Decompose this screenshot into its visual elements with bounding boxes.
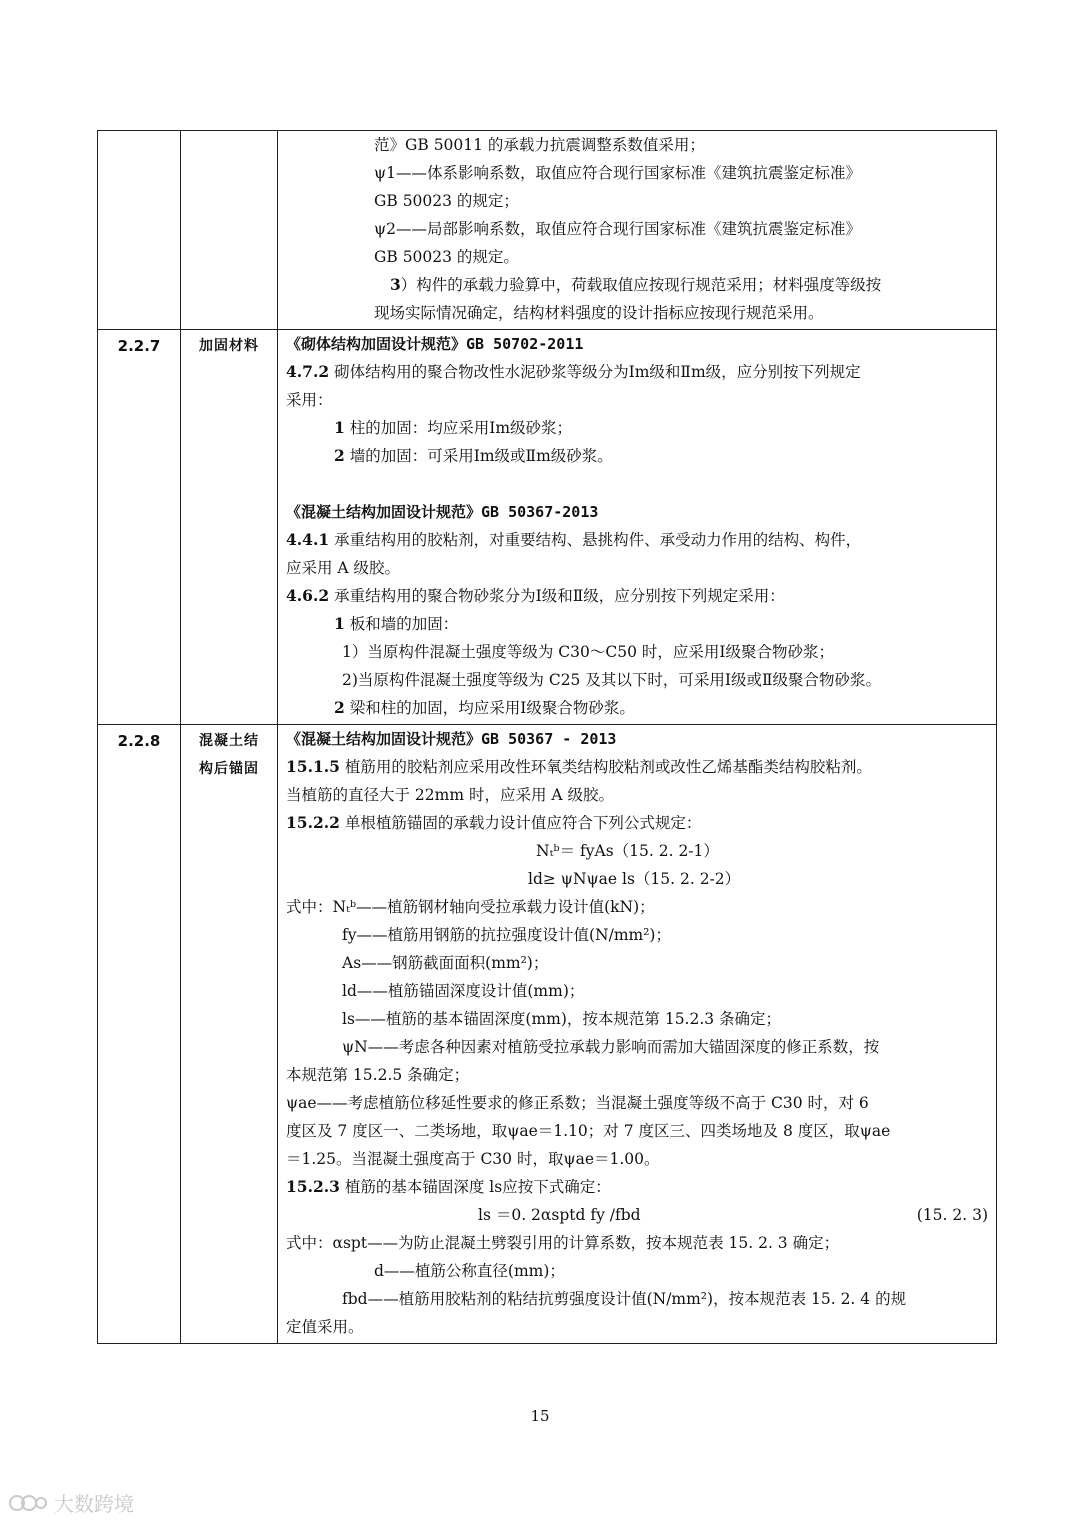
- clause-content: [278, 725, 997, 1344]
- watermark: [8, 1488, 134, 1517]
- content-line: 4.7.2 砌体结构用的聚合物改性水泥砂浆等级分为Ⅰm级和Ⅱm级，应分别按下列规定: [286, 362, 861, 381]
- content-line: ψN——考虑各种因素对植筋受拉承载力影响而需加大锚固深度的修正系数，按: [342, 1038, 880, 1056]
- content-line: fy——植筋用钢筋的抗拉强度设计值(N/mm²)；: [342, 926, 671, 944]
- standard-title: 《混凝土结构加固设计规范》GB 50367-2013: [286, 503, 599, 521]
- table-row: [98, 131, 997, 330]
- content-line: ls——植筋的基本锚固深度(mm)，按本规范第 15.2.3 条确定；: [342, 1010, 782, 1028]
- table-row: [98, 330, 997, 725]
- content-line: 4.6.2 承重结构用的聚合物砂浆分为Ⅰ级和Ⅱ级，应分别按下列规定采用：: [286, 586, 785, 605]
- content-line: 本规范第 15.2.5 条确定；: [286, 1066, 470, 1084]
- clause-title: [181, 330, 278, 725]
- content-line: 1 柱的加固：均应采用Ⅰm级砂浆；: [334, 418, 573, 437]
- content-line: 3）构件的承载力验算中，荷载取值应按现行规范采用；材料强度等级按: [390, 275, 882, 294]
- content-line: ψ2——局部影响系数，取值应符合现行国家标准《建筑抗震鉴定标准》: [374, 220, 862, 238]
- content-line: GB 50023 的规定。: [374, 248, 519, 266]
- formula-number: (15. 2. 3): [916, 1206, 988, 1224]
- standard-title: 《砌体结构加固设计规范》GB 50702-2011: [286, 335, 584, 353]
- content-line: 15.2.3 植筋的基本锚固深度 ls应按下式确定：: [286, 1177, 611, 1196]
- content-line: d——植筋公称直径(mm)；: [374, 1262, 565, 1280]
- content-line: 15.2.2 单根植筋锚固的承载力设计值应符合下列公式规定：: [286, 813, 702, 832]
- standard-title: 《混凝土结构加固设计规范》GB 50367 - 2013: [286, 730, 617, 748]
- content-line: 1 板和墙的加固：: [334, 614, 459, 633]
- content-line: 当植筋的直径大于 22mm 时，应采用 A 级胶。: [286, 786, 615, 804]
- clause-content: [278, 131, 997, 330]
- content-line: GB 50023 的规定；: [374, 192, 519, 210]
- spec-table: [97, 130, 997, 1344]
- clause-title-line: 混凝土结: [199, 733, 259, 749]
- table-row: [98, 725, 997, 1344]
- content-line: 2)当原构件混凝土强度等级为 C25 及其以下时，可采用Ⅰ级或Ⅱ级聚合物砂浆。: [342, 671, 882, 689]
- clause-title: [181, 131, 278, 330]
- clause-title-line: 构后锚固: [199, 761, 259, 777]
- content-line: 式中：Nₜᵇ——植筋钢材轴向受拉承载力设计值(kN)；: [286, 898, 655, 916]
- page-number: 15: [530, 1407, 550, 1425]
- blank-line: [286, 470, 988, 498]
- clause-title-line: 加固材料: [199, 338, 259, 354]
- clause-number: 2.2.8: [98, 725, 181, 1344]
- content-line: ＝1.25。当混凝土强度高于 C30 时，取ψae＝1.00。: [286, 1150, 660, 1168]
- content-line: 定值采用。: [286, 1318, 364, 1336]
- watermark-logo-icon: [8, 1492, 48, 1514]
- content-line: 式中：αspt——为防止混凝土劈裂引用的计算系数，按本规范表 15. 2. 3 确定；: [286, 1234, 840, 1252]
- content-line: 2 梁和柱的加固，均应采用Ⅰ级聚合物砂浆。: [334, 698, 635, 717]
- clause-number: [98, 131, 181, 330]
- content-line: 现场实际情况确定，结构材料强度的设计指标应按现行规范采用。: [374, 304, 824, 322]
- content-line: ld≥ ψNψae ls（15. 2. 2-2）: [528, 870, 741, 888]
- clause-content: [278, 330, 997, 725]
- content-line: 采用：: [286, 391, 333, 409]
- content-line: ψae——考虑植筋位移延性要求的修正系数；当混凝土强度等级不高于 C30 时，对 6: [286, 1094, 869, 1112]
- watermark-text: 大数跨境: [54, 1492, 134, 1516]
- clause-title: [181, 725, 278, 1344]
- content-line: ld——植筋锚固深度设计值(mm)；: [342, 982, 585, 1000]
- content-line: 4.4.1 承重结构用的胶粘剂，对重要结构、悬挑构件、承受动力作用的结构、构件，: [286, 530, 862, 549]
- content-line: 2 墙的加固：可采用Ⅰm级或Ⅱm级砂浆。: [334, 446, 613, 465]
- formula-text: ls ＝0. 2αsptd fy /fbd: [478, 1206, 641, 1224]
- formula-line: [286, 1201, 988, 1229]
- content-line: 15.1.5 植筋用的胶粘剂应采用改性环氧类结构胶粘剂或改性乙烯基酯类结构胶粘剂。: [286, 757, 872, 776]
- content-line: 度区及 7 度区一、二类场地，取ψae＝1.10；对 7 度区三、四类场地及 8 度区，取ψae: [286, 1122, 891, 1140]
- content-line: As——钢筋截面面积(mm²)；: [342, 954, 549, 972]
- content-line: fbd——植筋用胶粘剂的粘结抗剪强度设计值(N/mm²)，按本规范表 15. 2. 4 的规: [342, 1290, 907, 1308]
- clause-number: 2.2.7: [98, 330, 181, 725]
- content-line: 1）当原构件混凝土强度等级为 C30～C50 时，应采用Ⅰ级聚合物砂浆；: [342, 643, 835, 661]
- content-line: ψ1——体系影响系数，取值应符合现行国家标准《建筑抗震鉴定标准》: [374, 164, 862, 182]
- content-line: 应采用 A 级胶。: [286, 559, 401, 577]
- content-line: 范》GB 50011 的承载力抗震调整系数值采用；: [374, 136, 705, 154]
- content-line: Nₜᵇ＝ fyAs（15. 2. 2-1）: [536, 842, 719, 860]
